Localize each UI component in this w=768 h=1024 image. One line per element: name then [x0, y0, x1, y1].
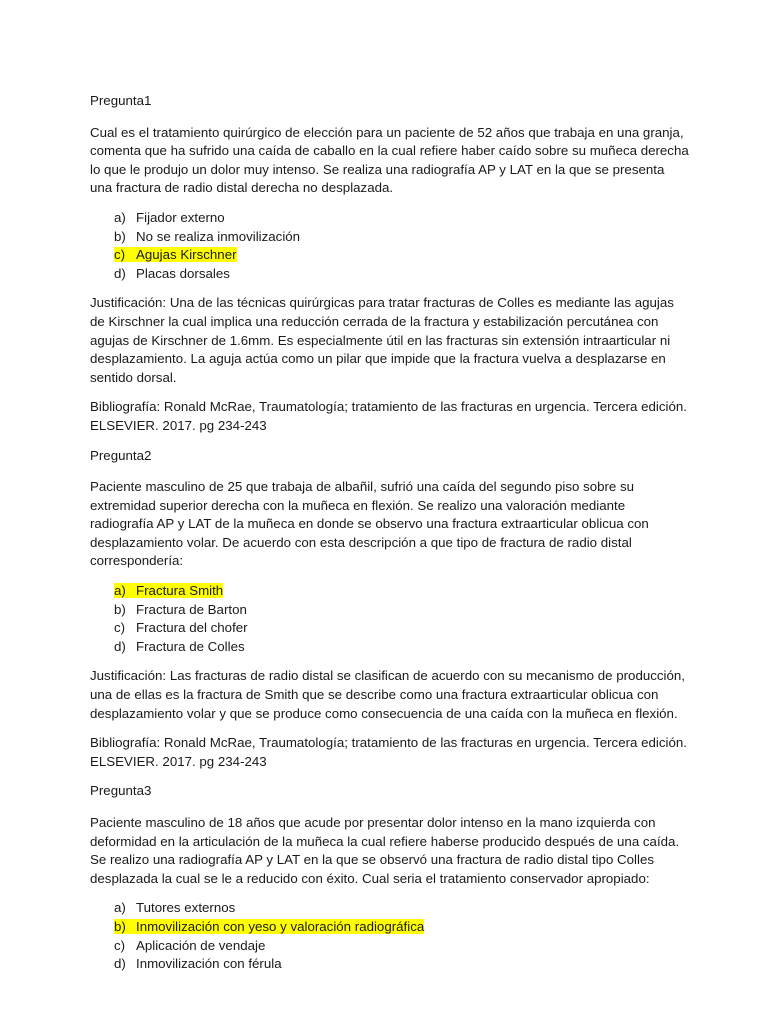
bibliography: Bibliografía: Ronald McRae, Traumatología; tratamiento de las fracturas en urgencia. Tercera edición. ELSEVIER. 2017. pg 234-243: [90, 399, 687, 433]
option-a-correct: [114, 582, 690, 601]
option-d: [114, 265, 690, 284]
option-letter: a): [114, 900, 126, 916]
option-c: [114, 619, 690, 638]
option-b-correct: [114, 918, 690, 937]
option-a: [114, 209, 690, 228]
question-stem: Cual es el tratamiento quirúrgico de elección para un paciente de 52 años que trabaja en una granja, comenta que ha sufrido una caída de caballo en la cual refiere haber caído sobre su muñeca derecha lo que le produjo un dolor muy intenso. Se realiza una radiografía AP y LAT en la que se presenta una fractura de radio distal derecha no desplazada.: [90, 124, 689, 196]
option-letter: a): [114, 209, 126, 225]
question-stem: Paciente masculino de 18 años que acude por presentar dolor intenso en la mano izquierda con deformidad en la articulación de la muñeca la cual refiere haberse producido después de una caída. Se realizo una radiografía AP y LAT en la que se observó una fractura de radio distal tipo Colles desplazada la cual se le a reducido con éxito. Cual seria el tratamiento conservador apropiado:: [90, 815, 680, 886]
question-1: [90, 92, 690, 436]
option-letter: c): [114, 937, 126, 953]
answer-options: [90, 899, 690, 973]
option-text: Fractura del chofer: [136, 620, 248, 636]
option-text: No se realiza inmovilización: [136, 228, 301, 244]
option-text: Placas dorsales: [136, 265, 230, 281]
option-d: [114, 638, 690, 657]
option-text: Fijador externo: [136, 209, 225, 225]
option-text: Fractura de Barton: [136, 601, 247, 617]
option-letter: c): [114, 247, 126, 263]
option-text: Fractura Smith: [136, 583, 224, 599]
question-title: Pregunta1: [90, 93, 152, 108]
option-d: [114, 955, 690, 974]
bibliography: Bibliografía: Ronald McRae, Traumatología; tratamiento de las fracturas en urgencia. Tercera edición. ELSEVIER. 2017. pg 234-243: [90, 735, 687, 769]
question-3: [90, 782, 690, 973]
option-text: Inmovilización con yeso y valoración radiográfica: [136, 918, 425, 934]
option-text: Agujas Kirschner: [136, 247, 237, 263]
justification: Justificación: Las fracturas de radio distal se clasifican de acuerdo con su mecanismo de producción, una de ellas es la fractura de Smith que se describe como una fractura extraarticular oblicua con desplazamiento volar y que se produce como consecuencia de una caída con la muñeca en flexión.: [90, 668, 685, 721]
document-page: [90, 92, 690, 985]
option-letter: c): [114, 620, 126, 636]
question-stem: Paciente masculino de 25 que trabaja de albañil, sufrió una caída del segundo piso sobre su extremidad superior derecha con la muñeca en flexión. Se realizo una valoración mediante radiografía AP y LAT de la muñeca en donde se observo una fractura extraarticular oblicua con desplazamiento volar. De acuerdo con esta descripción a que tipo de fractura de radio distal correspondería:: [90, 479, 649, 569]
option-text: Fractura de Colles: [136, 638, 245, 654]
option-letter: d): [114, 956, 126, 972]
option-letter: a): [114, 583, 126, 599]
question-title: Pregunta2: [90, 447, 152, 463]
answer-options: [90, 209, 690, 283]
option-letter: d): [114, 265, 126, 281]
option-text: Aplicación de vendaje: [136, 937, 266, 953]
option-text: Inmovilización con férula: [136, 956, 282, 972]
option-b: [114, 228, 690, 247]
option-c: [114, 937, 690, 956]
answer-options: [90, 582, 690, 656]
correct-answer-highlight: [114, 247, 237, 262]
correct-answer-highlight: [114, 919, 424, 934]
correct-answer-highlight: [114, 583, 223, 598]
option-letter: b): [114, 228, 126, 244]
option-c-correct: [114, 246, 690, 265]
option-text: Tutores externos: [136, 900, 236, 916]
justification: Justificación: Una de las técnicas quirúrgicas para tratar fracturas de Colles es mediante las agujas de Kirschner la cual implica una reducción cerrada de la fractura y estabilización percutánea con agujas de Kirschner de 1.6mm. Es especialmente útil en las fracturas sin extensión intraarticular ni desplazamiento. La aguja actúa como un pilar que impide que la fractura vuelva a desplazarse en sentido dorsal.: [90, 295, 674, 385]
option-a: [114, 899, 690, 918]
option-letter: b): [114, 601, 126, 617]
option-letter: d): [114, 638, 126, 654]
option-b: [114, 601, 690, 620]
question-title: Pregunta3: [90, 783, 152, 799]
question-2: [90, 447, 690, 772]
option-letter: b): [114, 918, 126, 934]
